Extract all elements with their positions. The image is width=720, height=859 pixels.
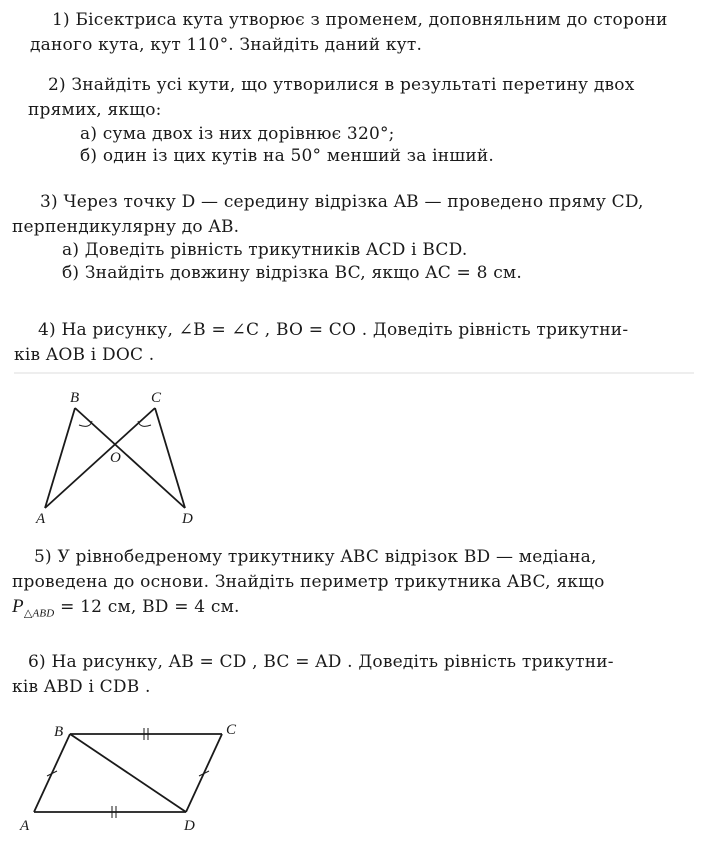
segment-CD [155,408,185,508]
problem-6-line-2: ків ABD і CDB . [12,677,151,697]
problem-2-item-b: б) один із цих кутів на 50° менший за інший. [80,146,494,166]
problem-1-line-1: 1) Бісектриса кута утворює з променем, доповняльним до сторони [52,10,668,30]
problem-3-item-b: б) Знайдіть довжину відрізка BC, якщо AC = 8 см. [62,263,522,283]
problem-3-line-1: 3) Через точку D — середину відрізка AB — проведено пряму CD, [40,192,644,212]
problem-2-line-2: прямих, якщо: [28,100,162,120]
problem-5-line-1: 5) У рівнобедреному трикутнику ABC відрізок BD — медіана, [34,547,597,567]
label-B: B [54,724,64,740]
label-A: A [20,818,30,834]
problem-3-line-2: перпендикулярну до AB. [12,217,240,237]
perimeter-values: = 12 см, BD = 4 см. [54,597,240,617]
label-D: D [182,511,193,527]
segment-AB [45,408,75,508]
label-D: D [184,818,195,834]
label-C: C [226,722,237,738]
perimeter-symbol: P [12,596,24,617]
problem-2-line-1: 2) Знайдіть усі кути, що утворилися в результаті перетину двох [48,75,635,95]
figure-1-crossed-triangles [30,388,210,528]
label-O: O [110,450,121,466]
figure-2-parallelogram [14,714,254,838]
problem-2-item-a: а) сума двох із них дорівнює 320°; [80,124,395,144]
problem-1-line-2: даного кута, кут 110°. Знайдіть даний кут. [30,35,423,55]
label-B: B [70,390,80,406]
problem-3-item-a: а) Доведіть рівність трикутників ACD і BCD. [62,240,468,260]
diagonal-BD [70,734,186,812]
problem-5-line-3 [12,596,240,619]
perimeter-subscript: △ABD [23,607,55,620]
problem-4-line-2: ків AOB і DOC . [14,345,155,365]
problem-5-line-2: проведена до основи. Знайдіть периметр трикутника ABC, якщо [12,572,605,592]
label-C: C [151,390,162,406]
scan-artifact-line [14,372,694,374]
problem-6-line-1: 6) На рисунку, AB = CD , BC = AD . Доведіть рівність трикутни- [28,652,614,672]
label-A: A [36,511,46,527]
problem-4-line-1: 4) На рисунку, ∠B = ∠C , BO = CO . Доведіть рівність трикутни- [38,320,629,340]
